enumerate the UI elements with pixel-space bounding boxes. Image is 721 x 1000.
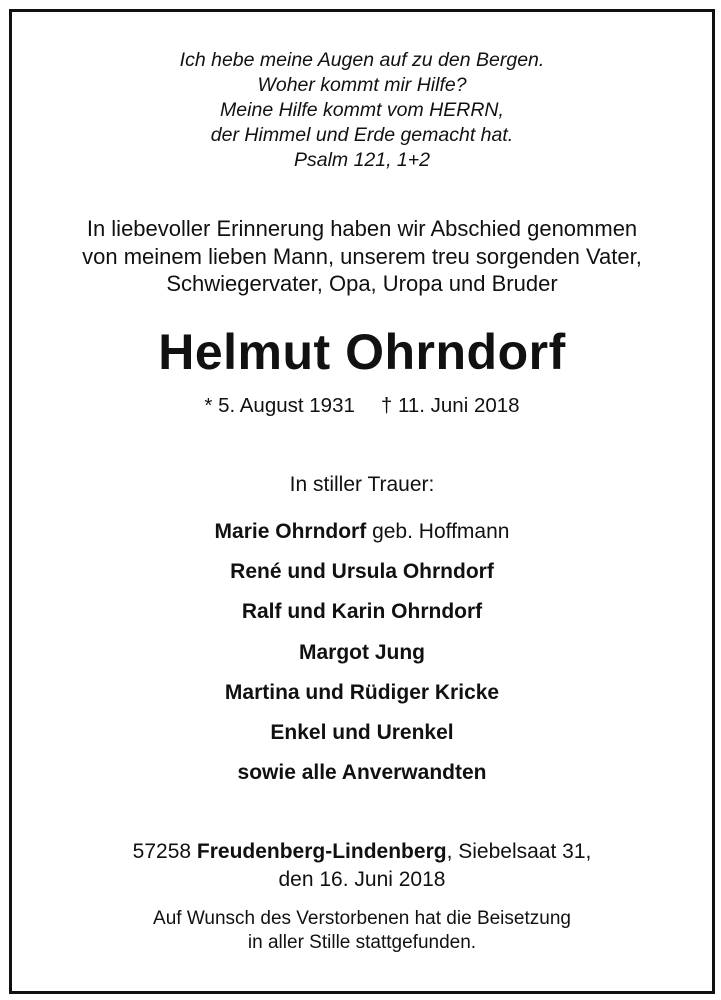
intro-line: In liebevoller Erinnerung haben wir Abschied genommen	[86, 216, 638, 241]
address-block	[12, 838, 712, 894]
street: , Siebelsaat 31,	[446, 840, 592, 863]
deceased-name: Helmut Ohrndorf	[158, 324, 566, 380]
mourner-entry	[12, 552, 712, 592]
town: Freudenberg-Lindenberg	[196, 840, 447, 863]
obituary-frame	[9, 9, 715, 994]
address-date: den 16. Juni 2018	[278, 868, 446, 891]
mourner-entry	[12, 512, 712, 552]
mourner-name: sowie alle Anverwandten	[237, 761, 487, 785]
mourner-name: Marie Ohrndorf	[214, 520, 367, 543]
mourners-list	[12, 512, 712, 793]
life-dates	[12, 392, 712, 420]
mourner-entry	[12, 633, 712, 673]
mourner-name: René und Ursula Ohrndorf	[230, 560, 494, 584]
verse-line: Meine Hilfe kommt vom HERRN,	[220, 99, 504, 121]
intro-line: von meinem lieben Mann, unserem treu sorgenden Vater,	[82, 243, 642, 269]
verse-reference: Psalm 121, 1+2	[293, 149, 431, 171]
intro-text	[12, 215, 712, 298]
note-line: in aller Stille stattgefunden.	[247, 932, 477, 953]
address-line	[12, 838, 712, 866]
bible-verse	[12, 48, 712, 173]
postcode: 57258	[132, 840, 197, 863]
mourner-entry	[12, 673, 712, 713]
mourner-name: Margot Jung	[299, 640, 425, 664]
death-date: † 11. Juni 2018	[380, 394, 520, 417]
mourner-name: Enkel und Urenkel	[270, 720, 454, 744]
mourner-entry	[12, 592, 712, 632]
verse-line: der Himmel und Erde gemacht hat.	[210, 124, 514, 146]
mourner-maiden-name: geb. Hoffmann	[366, 520, 510, 543]
mourner-name: Ralf und Karin Ohrndorf	[241, 600, 483, 624]
birth-date: * 5. August 1931	[204, 394, 355, 417]
mourning-title: In stiller Trauer:	[289, 473, 435, 496]
mourner-entry	[12, 753, 712, 793]
mourner-entry	[12, 713, 712, 753]
mourner-name: Martina und Rüdiger Kricke	[224, 680, 500, 704]
verse-line: Ich hebe meine Augen auf zu den Bergen.	[179, 49, 545, 71]
intro-line: Schwiegervater, Opa, Uropa und Bruder	[166, 271, 558, 296]
funeral-note	[12, 907, 712, 955]
verse-line: Woher kommt mir Hilfe?	[257, 74, 467, 96]
note-line: Auf Wunsch des Verstorbenen hat die Beisetzung	[153, 908, 571, 929]
